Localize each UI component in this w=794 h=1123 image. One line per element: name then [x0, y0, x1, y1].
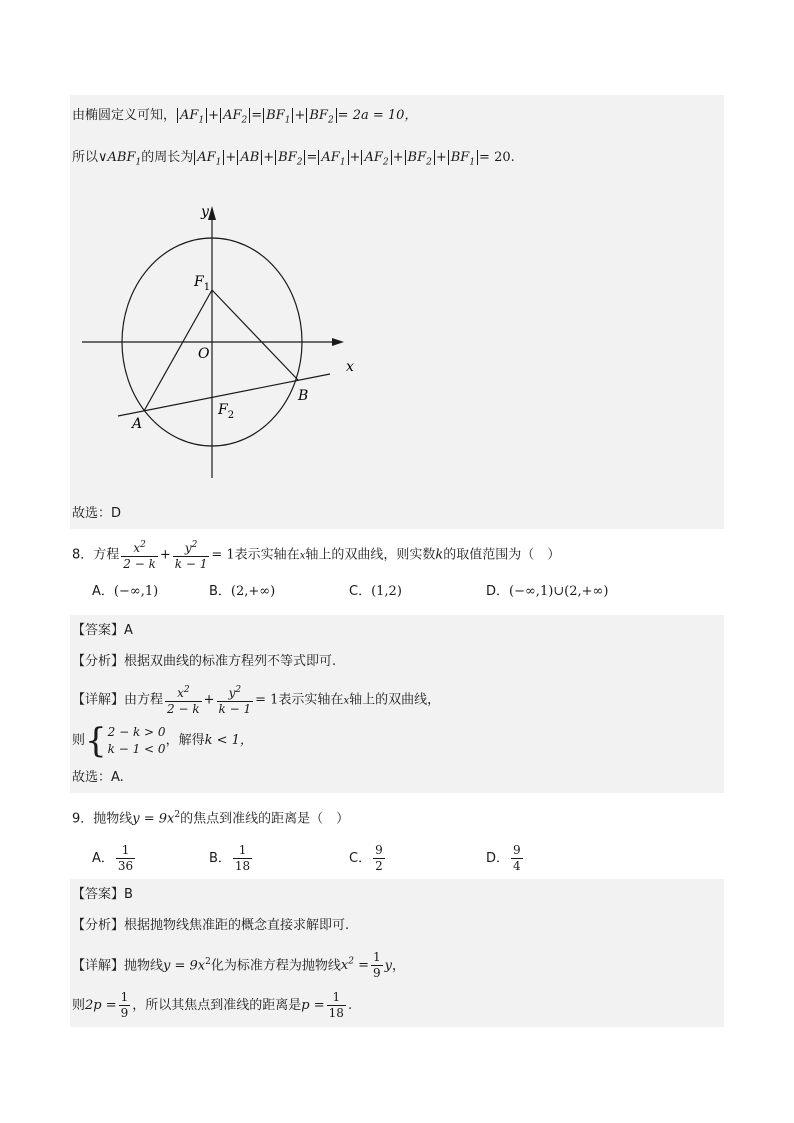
point-a-label: A — [132, 416, 143, 432]
f2-label: $F_2$ — [218, 402, 235, 421]
x-label: x — [346, 359, 354, 375]
ellipse-figure — [70, 190, 370, 490]
q9-answer: 【答案】B — [72, 887, 133, 902]
q8-inequality-system: 则{2 − k > 0 k − 1 < 0，解得k < 1， — [72, 720, 253, 761]
q9-conclusion: 则2p = $\frac{1}{9}$ ，所以其焦点到准线的距离是p = $\frac{1}{18}$ . — [72, 990, 353, 1020]
y-label: y — [201, 204, 209, 220]
q9-analysis: 【分析】根据抛物线焦准距的概念直接求解即可. — [72, 918, 350, 933]
segment-bf1 — [212, 290, 298, 380]
q8-detail: 【详解】由方程 $\frac{x^2}{2 - k}$ + $\frac{y^2}{k - 1}$ = 1表示实轴在x轴上的双曲线， — [72, 685, 441, 716]
point-b-label: B — [298, 388, 309, 404]
q8-option-a: A．(−∞,1) — [92, 584, 159, 599]
q9-detail: 【详解】抛物线$y = 9x^2$化为标准方程为抛物线$x^2$ = $\frac{1}{9}$ y， — [72, 950, 406, 981]
origin-label: O — [198, 346, 210, 362]
q8-analysis: 【分析】根据双曲线的标准方程列不等式即可. — [72, 654, 337, 669]
q8-option-c: C．(1,2) — [349, 584, 402, 599]
q9-option-c: C． $\frac{9}{2}$ — [349, 843, 383, 873]
x-axis-arrow — [332, 338, 344, 346]
q8-option-b: B．(2,+∞) — [209, 584, 276, 599]
q8-final: 故选：A. — [72, 770, 124, 785]
f1-label: $F_1$ — [194, 274, 211, 293]
ellipse-definition-line: 由椭圆定义可知， $AF_1 + AF_2 = BF_1 + BF_2 = 2a = 10$， — [72, 108, 418, 126]
q9-option-b: B． $\frac{1}{18}$ — [209, 843, 251, 873]
q8-option-d: D．(−∞,1)∪(2,+∞) — [486, 584, 609, 599]
y-axis-arrow — [208, 206, 216, 220]
perimeter-line: 所以$\vee ABF_1$的周长为 $AF_1$ + AB + $BF_2 = AF_1 + AF_2 + BF_2 + BF_1 = 20$. — [72, 150, 515, 168]
q9-option-d: D． $\frac{9}{4}$ — [486, 843, 521, 873]
q9-option-a: A． $\frac{1}{36}$ — [92, 843, 134, 873]
q8-answer: 【答案】A — [72, 623, 133, 638]
q7-choice-line: 故选：D — [72, 506, 122, 521]
q9-stem: 9．抛物线$y = 9x^2$的焦点到准线的距离是（ ） — [72, 810, 350, 827]
q8-stem: 8．方程 $\frac{x^2}{2 - k}$ + $\frac{y^2}{k - 1}$ = 1表示实轴在x轴上的双曲线，则实数k的取值范围为（ ） — [72, 540, 561, 571]
